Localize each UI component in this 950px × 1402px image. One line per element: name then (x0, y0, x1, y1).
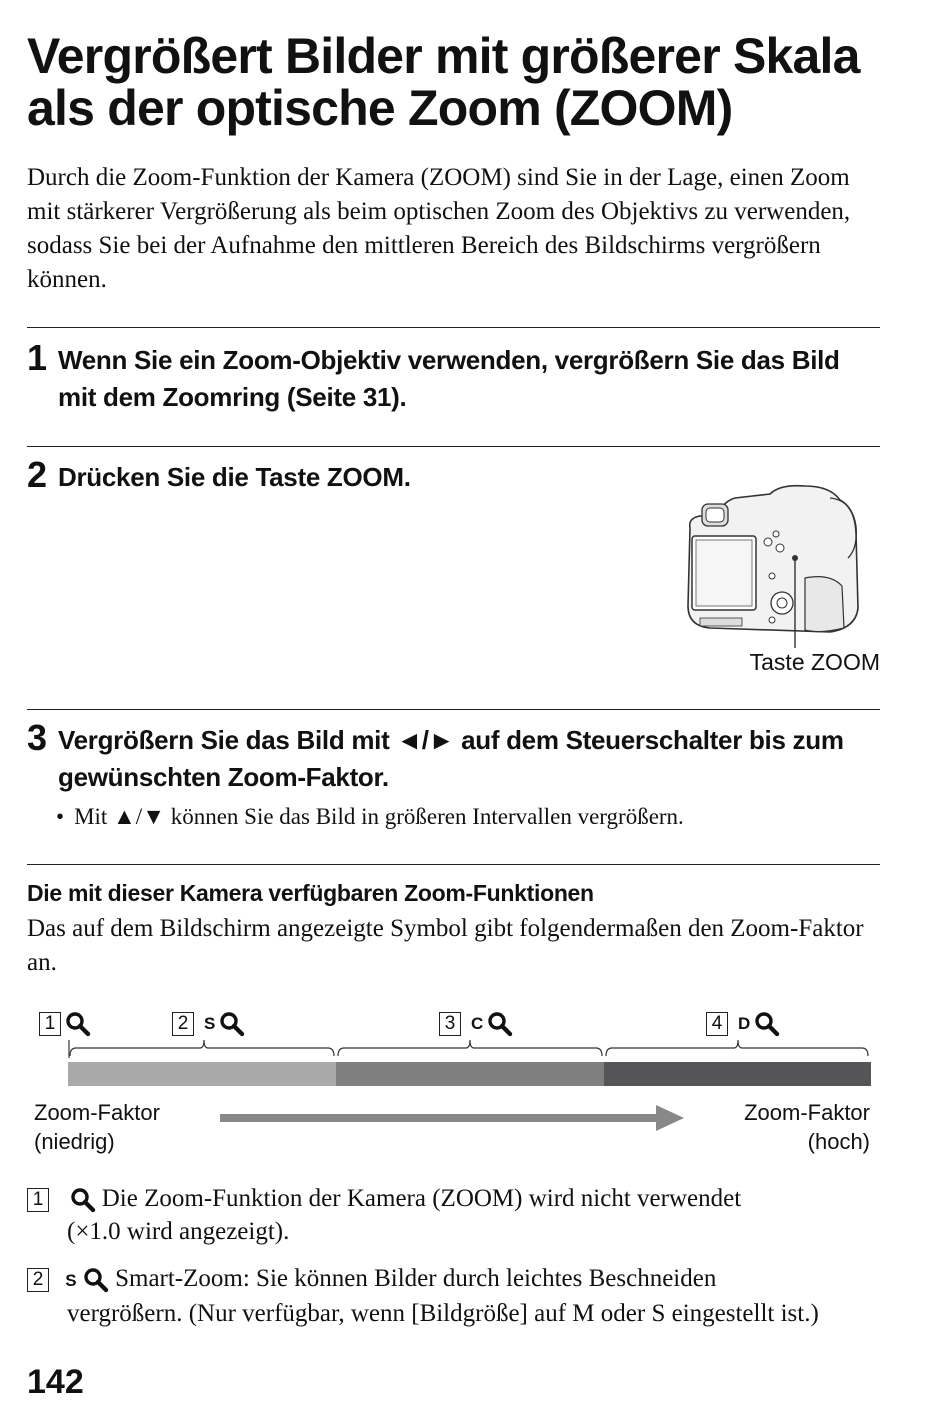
marker-number: 1 (39, 1012, 61, 1036)
zoom-range-segment-2 (336, 1062, 604, 1086)
step-3-note (56, 801, 876, 833)
zoom-direction-arrow-head (656, 1105, 684, 1131)
divider (27, 709, 880, 710)
range-bracket-2 (338, 1040, 602, 1056)
zoom-range-segment-3 (604, 1062, 871, 1086)
divider (27, 327, 880, 328)
step-number: 2 (27, 454, 48, 495)
marker-number: 4 (706, 1012, 728, 1036)
item-text-continued: vergrößern. (Nur verfügbar, wenn [Bildgröße] auf M oder S eingestellt ist.) (67, 1300, 819, 1327)
magnifier-icon (219, 1011, 245, 1037)
magnifier-icon (65, 1011, 91, 1037)
high-label-line2: (hoch) (807, 1129, 870, 1154)
scale-marker-1 (39, 1011, 91, 1037)
marker-prefix: S (204, 1014, 216, 1033)
step-text: Drücken Sie die Taste ZOOM. (58, 462, 411, 492)
magnifier-icon (754, 1011, 780, 1037)
section-text: Das auf dem Bildschirm angezeigte Symbol gibt folgendermaßen den Zoom-Faktor an. (27, 915, 864, 976)
camera-illustration (680, 478, 880, 653)
page-title (27, 30, 927, 134)
scale-marker-4 (706, 1011, 780, 1037)
zoom-item-1 (27, 1182, 887, 1248)
magnifier-icon (487, 1011, 513, 1037)
low-label-line1: Zoom-Faktor (34, 1100, 160, 1125)
item-prefix: S (65, 1271, 77, 1290)
bullet-dot: • (56, 804, 65, 829)
item-text: Smart-Zoom: Sie können Bilder durch leichtes Beschneiden (115, 1265, 717, 1292)
zoom-button-callout: Taste ZOOM (749, 649, 880, 675)
marker-prefix: D (738, 1014, 751, 1033)
low-factor-label (34, 1098, 160, 1156)
item-text-continued: (×1.0 wird angezeigt). (67, 1218, 290, 1245)
step-number: 1 (27, 337, 48, 378)
zoom-direction-arrow-shaft (220, 1114, 660, 1122)
zoom-item-2 (27, 1262, 887, 1330)
marker-prefix: C (471, 1014, 484, 1033)
scale-marker-3 (439, 1011, 513, 1037)
low-label-line2: (niedrig) (34, 1129, 115, 1154)
item-number: 2 (27, 1268, 49, 1292)
section-heading: Die mit dieser Kamera verfügbaren Zoom-Funktionen (27, 880, 594, 906)
step-text: Vergrößern Sie das Bild mit ◄/► auf dem Steuerschalter bis zum gewünschten Zoom-Faktor. (58, 725, 844, 792)
divider (27, 864, 880, 865)
page-title-line-2: als der optische Zoom (ZOOM) (27, 80, 733, 136)
range-bracket-3 (606, 1040, 868, 1056)
page-number: 142 (27, 1363, 84, 1401)
scale-marker-2 (172, 1011, 245, 1037)
high-factor-label (744, 1098, 870, 1156)
range-bracket-1 (70, 1040, 334, 1056)
divider (27, 446, 880, 447)
bullet-text: Mit ▲/▼ können Sie das Bild in größeren Intervallen vergrößern. (74, 804, 684, 829)
intro-paragraph: Durch die Zoom-Funktion der Kamera (ZOOM) sind Sie in der Lage, einen Zoom mit stärkerer Vergrößerung als beim optischen Zoom des Objektivs zu verwenden, sodass Sie bei der Aufnahme den mittleren Bereich des Bildschirms vergrößern können. (27, 164, 851, 293)
item-text: Die Zoom-Funktion der Kamera (ZOOM) wird nicht verwendet (101, 1185, 742, 1212)
marker-number: 2 (172, 1012, 194, 1036)
magnifier-icon (70, 1187, 96, 1213)
step-number: 3 (27, 717, 48, 758)
step-text: Wenn Sie ein Zoom-Objektiv verwenden, vergrößern Sie das Bild mit dem Zoomring (Seite 31). (58, 345, 840, 412)
page-title-line-1: Vergrößert Bilder mit größerer Skala (27, 28, 860, 84)
zoom-range-segment-1 (68, 1062, 336, 1086)
item-number: 1 (27, 1188, 49, 1212)
high-label-line1: Zoom-Faktor (744, 1100, 870, 1125)
marker-number: 3 (439, 1012, 461, 1036)
magnifier-icon (83, 1267, 109, 1293)
